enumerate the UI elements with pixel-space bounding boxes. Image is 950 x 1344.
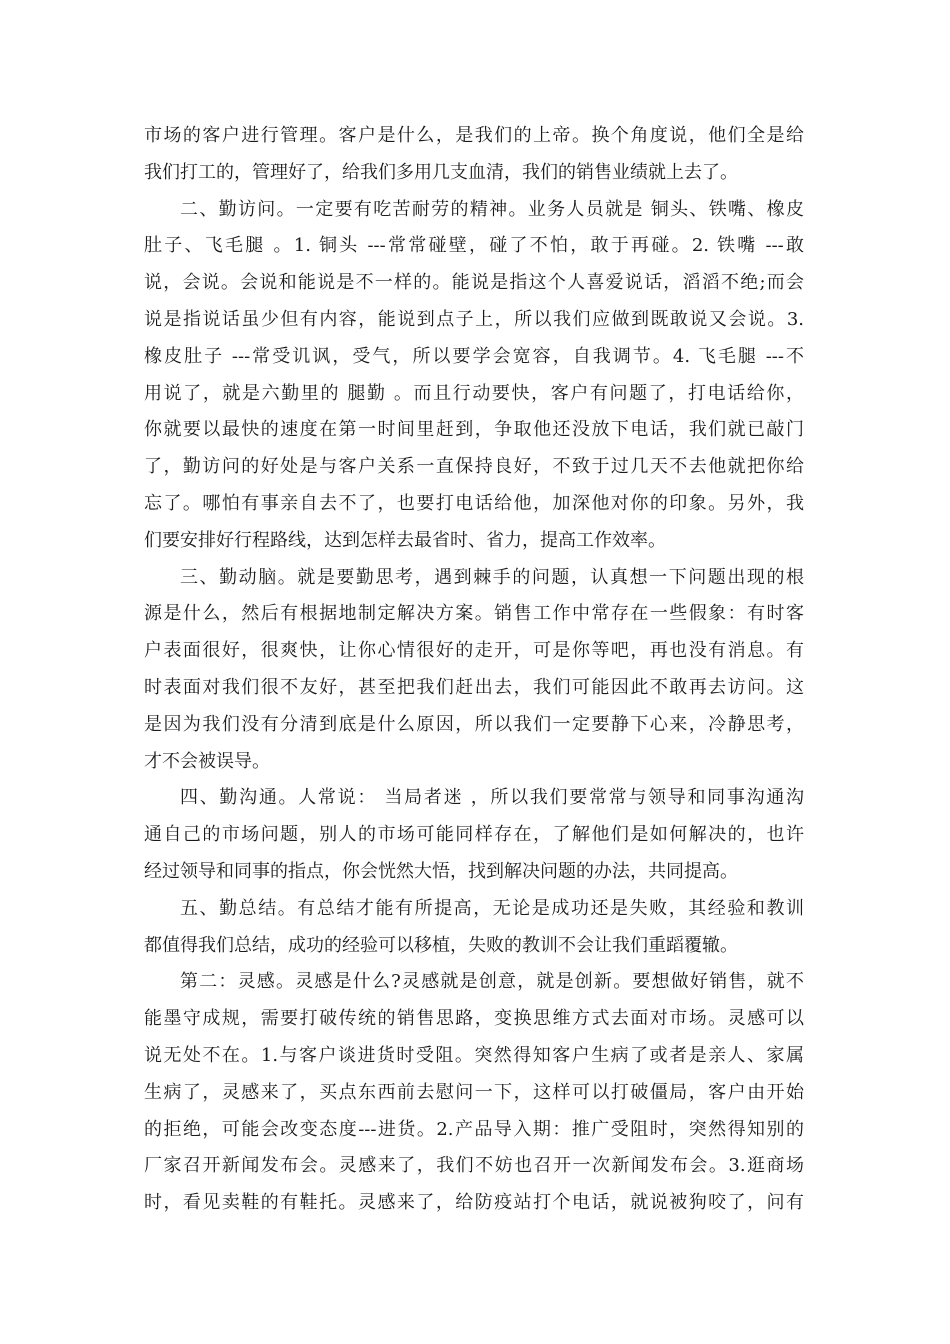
text-line: 生病了，灵感来了，买点东西前去慰问一下，这样可以打破僵局，客户由开始 <box>144 1081 804 1103</box>
text-line: 户表面很好，很爽快，让你心情很好的走开，可是你等吧，再也没有消息。有 <box>144 640 804 662</box>
text-line: 说是指说话虽少但有内容，能说到点子上，所以我们应做到既敢说又会说。3. <box>144 308 804 330</box>
text-line: 我们打工的，管理好了，给我们多用几支血清，我们的销售业绩就上去了。 <box>144 161 738 183</box>
section-heading-line: 三、勤动脑。就是要勤思考，遇到棘手的问题，认真想一下问题出现的根 <box>180 566 804 588</box>
text-line: 橡皮肚子 ---常受讥讽，受气，所以要学会宽容，自我调节。4. 飞毛腿 ---不 <box>144 345 804 367</box>
text-line: 源是什么，然后有根据地制定解决方案。销售工作中常存在一些假象：有时客 <box>144 603 804 625</box>
text-line: 经过领导和同事的指点，你会恍然大悟，找到解决问题的办法，共同提高。 <box>144 860 738 882</box>
text-line: 用说了，就是六勤里的 腿勤 。而且行动要快，客户有问题了，打电话给你， <box>144 382 804 404</box>
text-line: 才不会被误导。 <box>144 750 270 772</box>
text-line: 能墨守成规，需要打破传统的销售思路，变换思维方式去面对市场。灵感可以 <box>144 1008 804 1030</box>
text-line: 说，会说。会说和能说是不一样的。能说是指这个人喜爱说话，滔滔不绝;而会 <box>144 272 804 294</box>
text-line: 时表面对我们很不友好，甚至把我们赶出去，我们可能因此不敢再去访问。这 <box>144 676 804 698</box>
section-heading-line: 五、勤总结。有总结才能有所提高，无论是成功还是失败，其经验和教训 <box>180 897 804 919</box>
section-heading-line: 二、勤访问。一定要有吃苦耐劳的精神。业务人员就是 铜头、铁嘴、橡皮 <box>180 198 804 220</box>
text-line: 肚子、飞毛腿 。1. 铜头 ---常常碰壁，碰了不怕，敢于再碰。2. 铁嘴 ---敢 <box>144 235 804 257</box>
text-line: 都值得我们总结，成功的经验可以移植，失败的教训不会让我们重蹈覆辙。 <box>144 934 738 956</box>
text-line: 市场的客户进行管理。客户是什么，是我们的上帝。换个角度说，他们全是给 <box>144 125 804 146</box>
text-line: 忘了。哪怕有事亲自去不了，也要打电话给他，加深他对你的印象。另外，我 <box>144 492 804 514</box>
section-heading-line: 四、勤沟通。人常说： 当局者迷 ，所以我们要常常与领导和同事沟通沟 <box>180 787 804 809</box>
document-body <box>144 118 804 1222</box>
text-line: 厂家召开新闻发布会。灵感来了，我们不妨也召开一次新闻发布会。3.逛商场 <box>144 1155 804 1177</box>
text-line: 的拒绝，可能会改变态度---进货。2.产品导入期：推广受阻时，突然得知别的 <box>144 1118 804 1140</box>
section-heading-line: 第二：灵感。灵感是什么?灵感就是创意，就是创新。要想做好销售，就不 <box>180 971 804 993</box>
text-line: 了，勤访问的好处是与客户关系一直保持良好，不致于过几天不去他就把你给 <box>144 456 804 478</box>
text-line: 是因为我们没有分清到底是什么原因，所以我们一定要静下心来，冷静思考， <box>144 713 804 735</box>
text-line: 说无处不在。1.与客户谈进货时受阻。突然得知客户生病了或者是亲人、家属 <box>144 1044 804 1066</box>
text-line: 们要安排好行程路线，达到怎样去最省时、省力，提高工作效率。 <box>144 529 666 551</box>
text-line: 你就要以最快的速度在第一时间里赶到，争取他还没放下电话，我们就已敲门 <box>144 419 804 441</box>
text-line: 通自己的市场问题，别人的市场可能同样存在，了解他们是如何解决的，也许 <box>144 824 804 846</box>
text-line: 时，看见卖鞋的有鞋托。灵感来了，给防疫站打个电话，就说被狗咬了，问有 <box>144 1192 804 1214</box>
